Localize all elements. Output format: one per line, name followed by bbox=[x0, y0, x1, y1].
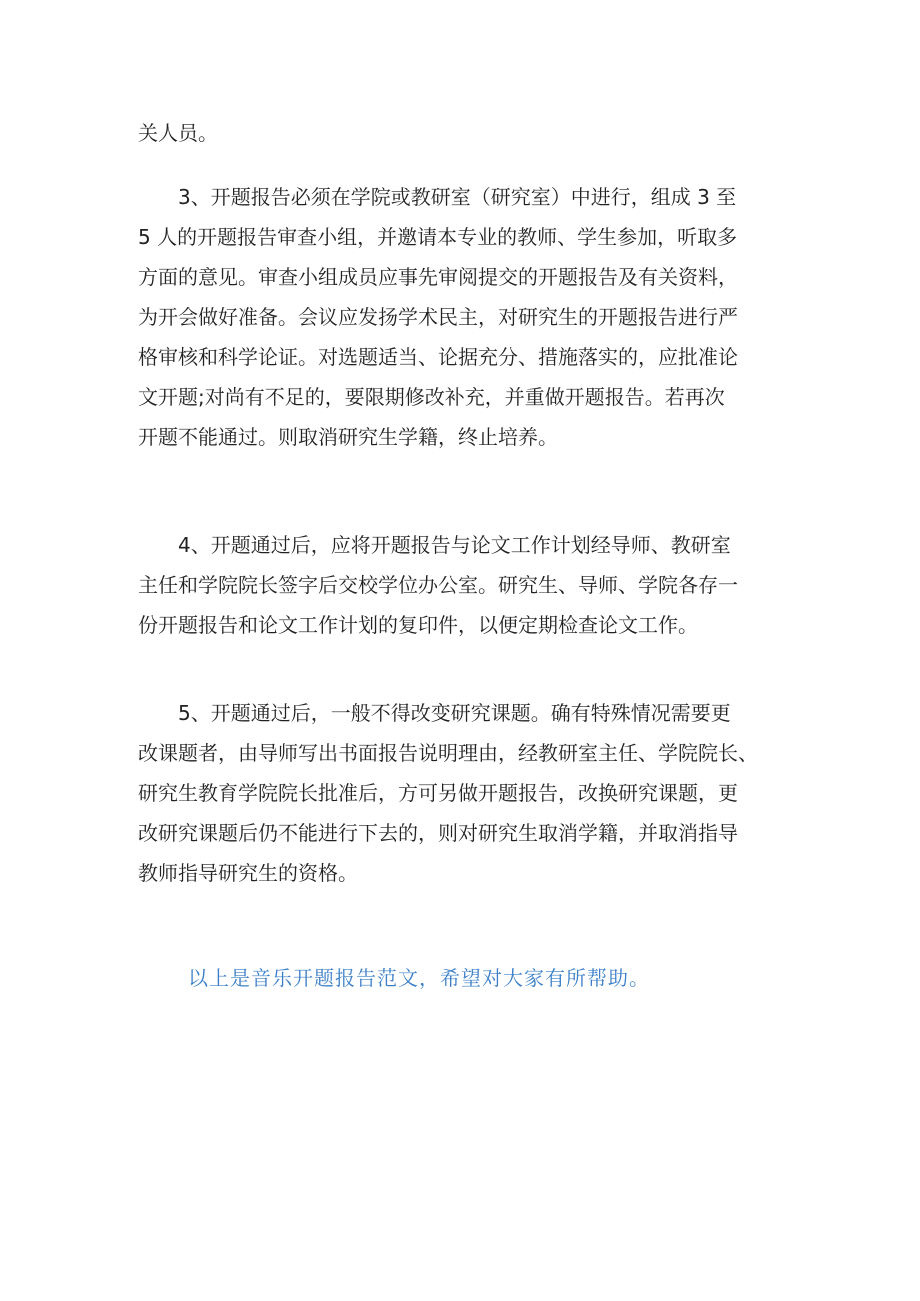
text-line: 格审核和科学论证。对选题适当、论据充分、措施落实的，应批准论 bbox=[138, 345, 738, 369]
paragraph-item-3 bbox=[138, 177, 788, 457]
text-line: 关人员。 bbox=[138, 121, 218, 145]
text-line: 主任和学院院长签字后交校学位办公室。研究生、导师、学院各存一 bbox=[138, 573, 738, 597]
paragraph-item-5 bbox=[138, 693, 788, 893]
text-line: 4、开题通过后，应将开题报告与论文工作计划经导师、教研室 bbox=[138, 533, 731, 557]
text-line: 5、开题通过后，一般不得改变研究课题。确有特殊情况需要更 bbox=[138, 701, 731, 725]
text-line: 文开题;对尚有不足的，要限期修改补充，并重做开题报告。若再次 bbox=[138, 385, 725, 409]
text-line: 研究生教育学院院长批准后，方可另做开题报告，改换研究课题，更 bbox=[138, 781, 738, 805]
text-line: 改课题者，由导师写出书面报告说明理由，经教研室主任、学院院长、 bbox=[138, 741, 758, 765]
text-line: 改研究课题后仍不能进行下去的，则对研究生取消学籍，并取消指导 bbox=[138, 821, 738, 845]
text-line: 方面的意见。审查小组成员应事先审阅提交的开题报告及有关资料， bbox=[138, 265, 738, 289]
text-line: 3、开题报告必须在学院或教研室（研究室）中进行，组成 3 至 bbox=[138, 185, 737, 209]
text-line: 为开会做好准备。会议应发扬学术民主，对研究生的开题报告进行严 bbox=[138, 305, 738, 329]
text-line: 开题不能通过。则取消研究生学籍，终止培养。 bbox=[138, 425, 558, 449]
text-line: 份开题报告和论文工作计划的复印件，以便定期检查论文工作。 bbox=[138, 613, 698, 637]
text-line: 教师指导研究生的资格。 bbox=[138, 861, 358, 885]
text-line: 5 人的开题报告审查小组，并邀请本专业的教师、学生参加，听取多 bbox=[138, 225, 738, 249]
closing-remark: 以上是音乐开题报告范文，希望对大家有所帮助。 bbox=[188, 966, 650, 990]
paragraph-item-4 bbox=[138, 525, 788, 645]
paragraph-continuation bbox=[138, 113, 788, 153]
